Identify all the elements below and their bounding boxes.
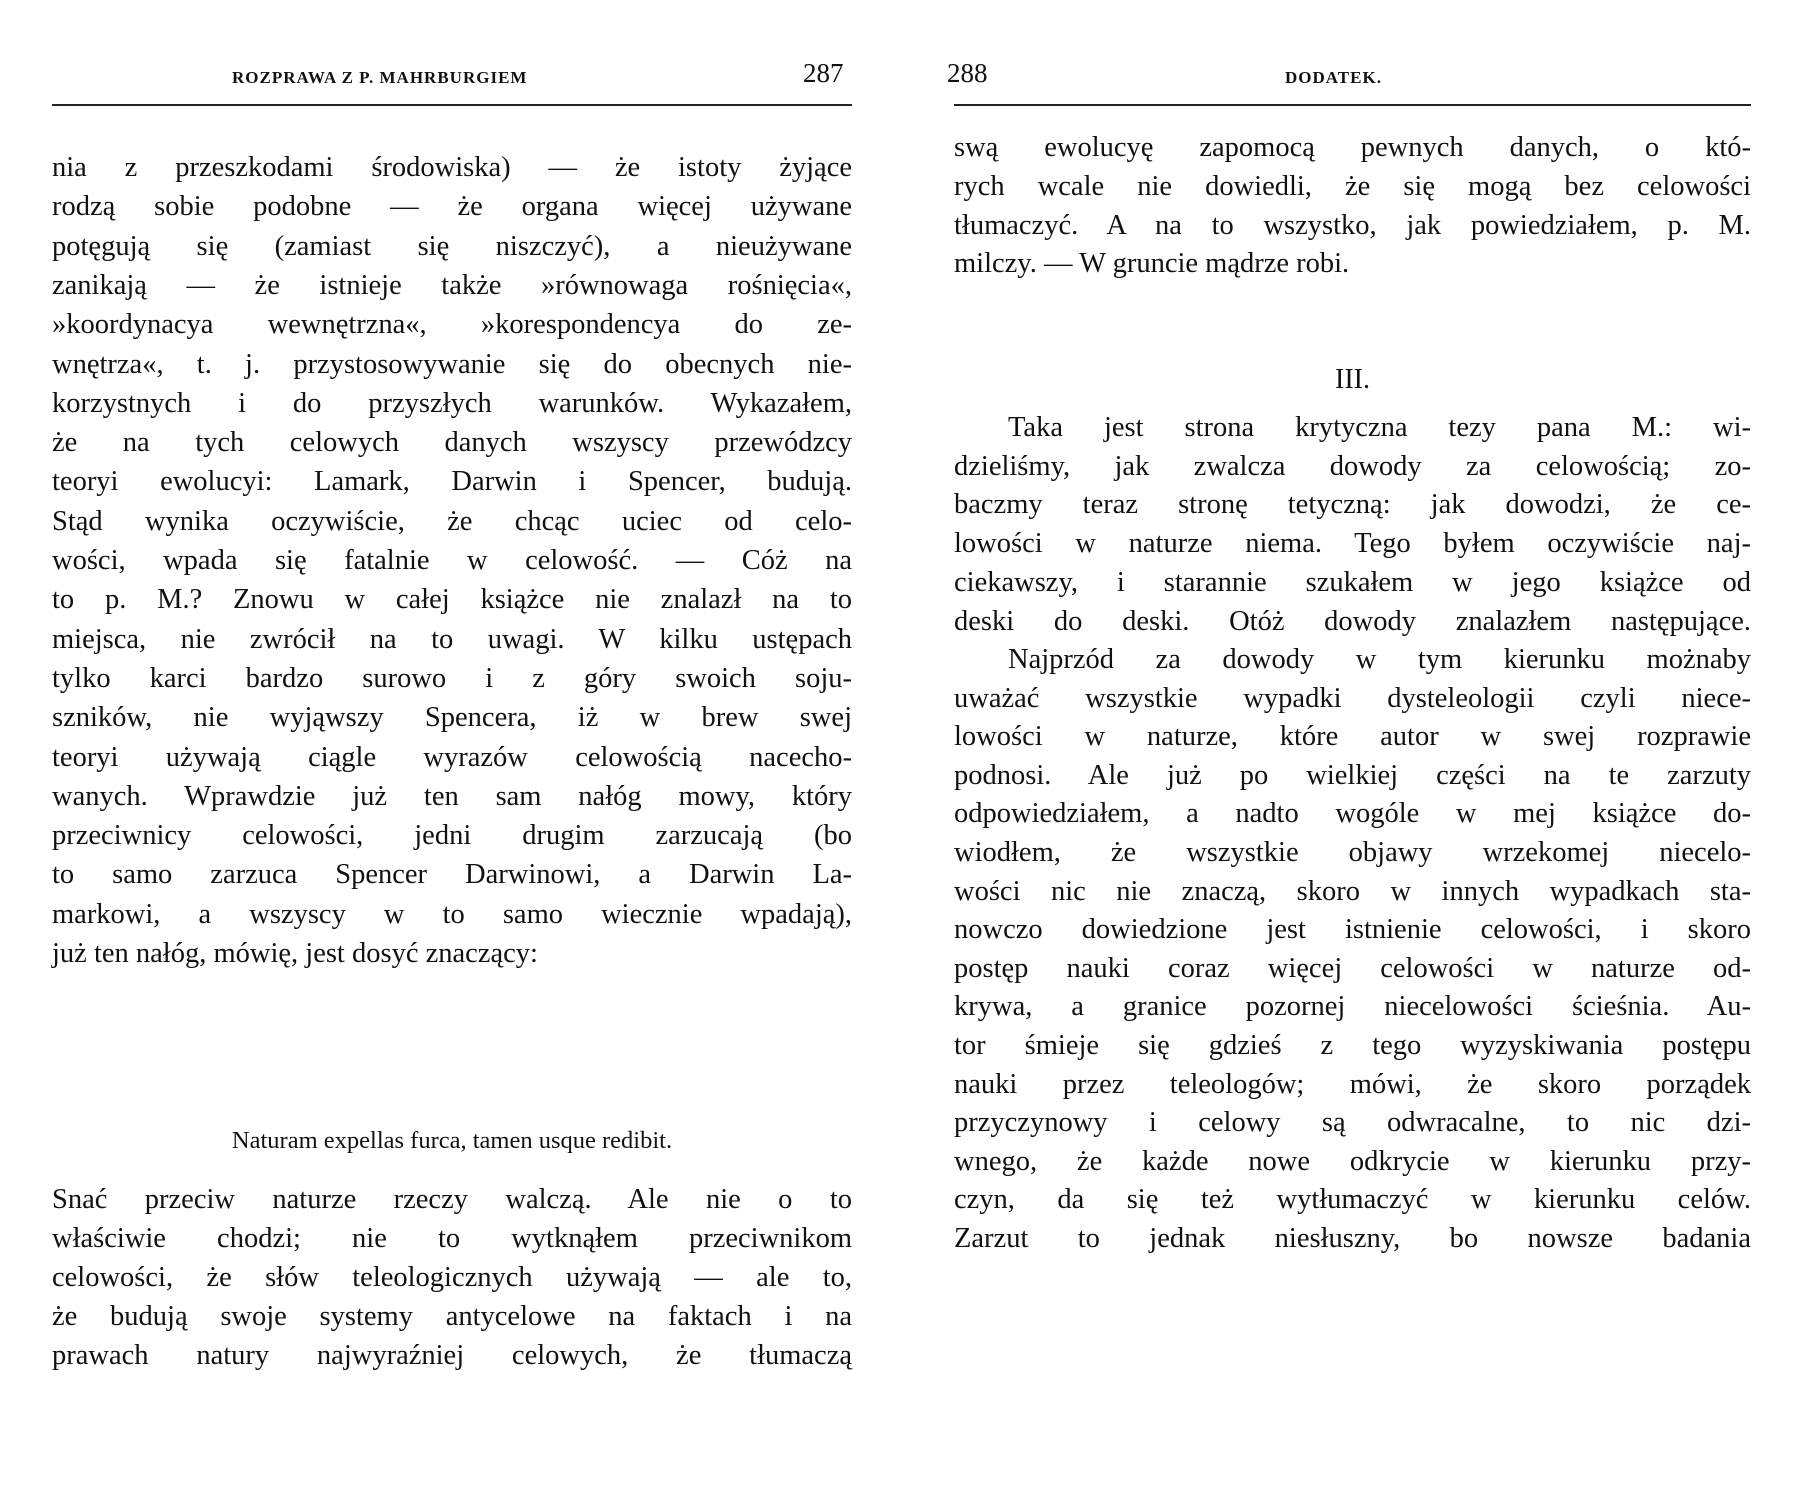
text-line: uważać wszystkie wypadki dysteleologii czyli niece-: [954, 682, 1751, 714]
text-line: tłumaczyć. A na to wszystko, jak powiedziałem, p. M.: [954, 209, 1751, 241]
left-running-title: ROZPRAWA Z P. MAHRBURGIEM: [232, 68, 528, 87]
text-line: że na tych celowych danych wszyscy przewódzcy: [52, 427, 852, 459]
text-line: przyczynowy i celowy są odwracalne, to nic dzi-: [954, 1107, 1751, 1139]
left-page-number: 287: [803, 58, 844, 88]
text-line: krywa, a granice pozornej niecelowości ścieśnia. Au-: [954, 991, 1751, 1023]
text-line: wiodłem, że wszystkie objawy wrzekomej niecelo-: [954, 837, 1751, 868]
text-line: Zarzut to jednak niesłuszny, bo nowsze badania: [954, 1223, 1751, 1254]
text-line: tylko karci bardzo surowo i z góry swoich soju-: [52, 662, 852, 694]
text-line: potęgują się (zamiast się niszczyć), a nieużywane: [52, 230, 852, 262]
text-line: lowości w naturze, które autor w swej rozprawie: [954, 721, 1751, 753]
text-line: to p. M.? Znowu w całej książce nie znalazł na to: [52, 584, 852, 616]
text-line: właściwie chodzi; nie to wytknąłem przeciwnikom: [52, 1223, 852, 1254]
text-line: Snać przeciw naturze rzeczy walczą. Ale nie o to: [52, 1184, 852, 1215]
right-page-number: 288: [947, 58, 988, 88]
left-running-head: [0, 58, 897, 88]
text-line: celowości, że słów teleologicznych używają — ale to,: [52, 1262, 852, 1293]
text-line: szników, nie wyjąwszy Spencera, iż w brew swej: [52, 702, 852, 734]
text-line: wnego, że każde nowe odkrycie w kierunku przy-: [954, 1145, 1751, 1177]
text-line: prawach natury najwyraźniej celowych, że tłumaczą: [52, 1340, 852, 1371]
text-line: podnosi. Ale już po wielkiej części na te zarzuty: [954, 759, 1751, 791]
text-line: teoryi używają ciągle wyrazów celowością nacecho-: [52, 741, 852, 773]
text-line: swą ewolucyę zapomocą pewnych danych, o któ-: [954, 132, 1751, 163]
text-line: miejsca, nie zwrócił na to uwagi. W kilku ustępach: [52, 623, 852, 655]
text-line: dzieliśmy, jak zwalcza dowody za celowością; zo-: [954, 450, 1751, 482]
text-line: już ten nałóg, mówię, jest dosyć znaczący:: [52, 938, 538, 969]
text-line: nia z przeszkodami środowiska) — że istoty żyjące: [52, 152, 852, 183]
text-line: przeciwnicy celowości, jedni drugim zarzucają (bo: [52, 820, 852, 852]
text-line: teoryi ewolucyi: Lamark, Darwin i Spencer, budują.: [52, 466, 852, 498]
text-line: nowczo dowiedzione jest istnienie celowości, i skoro: [954, 914, 1751, 946]
text-line: postęp nauki coraz więcej celowości w naturze od-: [954, 952, 1751, 984]
text-line: zanikają — że istnieje także »równowaga rośnięcia«,: [52, 269, 852, 301]
text-line: »koordynacya wewnętrzna«, »korespondencya do ze-: [52, 309, 852, 341]
text-line: ciekawszy, i starannie szukałem w jego książce od: [954, 566, 1751, 598]
text-line: markowi, a wszyscy w to samo wiecznie wpadają),: [52, 898, 852, 930]
text-line: czyn, da się też wytłumaczyć w kierunku celów.: [954, 1184, 1751, 1216]
text-line: odpowiedziałem, a nadto wogóle w mej książce do-: [954, 798, 1751, 830]
text-line: rych wcale nie dowiedli, że się mogą bez celowości: [954, 170, 1751, 202]
text-line: rodzą sobie podobne — że organa więcej używane: [52, 191, 852, 223]
text-line: Stąd wynika oczywiście, że chcąc uciec od celo-: [52, 505, 852, 537]
latin-quote: Naturam expellas furca, tamen usque redibit.: [231, 1127, 673, 1154]
right-header-rule: [954, 104, 1751, 106]
right-page: [897, 0, 1794, 1500]
text-line: to samo zarzuca Spencer Darwinowi, a Darwin La-: [52, 859, 852, 891]
text-line: lowości w naturze niema. Tego byłem oczywiście naj-: [954, 528, 1751, 560]
text-line: że budują swoje systemy antycelowe na faktach i na: [52, 1301, 852, 1332]
text-line: nauki przez teleologów; mówi, że skoro porządek: [954, 1068, 1751, 1100]
right-running-title: DODATEK.: [1285, 68, 1382, 87]
text-line: milczy. — W gruncie mądrze robi.: [954, 248, 1350, 280]
text-line: wości, wpada się fatalnie w celowość. — Cóż na: [52, 545, 852, 576]
section-heading: III.: [1335, 364, 1370, 395]
text-line: baczmy teraz stronę tetyczną: jak dowodzi, że ce-: [954, 489, 1751, 521]
text-line: deski do deski. Otóż dowody znalazłem następujące.: [954, 605, 1751, 637]
text-line: Taka jest strona krytyczna tezy pana M.: wi-: [1008, 412, 1751, 443]
text-line: wanych. Wprawdzie już ten sam nałóg mowy, który: [52, 780, 852, 812]
text-line: tor śmieje się gdzieś z tego wyzyskiwania postępu: [954, 1030, 1751, 1061]
right-running-head: [897, 58, 1794, 88]
text-line: wnętrza«, t. j. przystosowywanie się do obecnych nie-: [52, 348, 852, 380]
left-header-rule: [52, 104, 852, 106]
text-line: korzystnych i do przyszłych warunków. Wykazałem,: [52, 387, 852, 419]
text-line: wości nic nie znaczą, skoro w innych wypadkach sta-: [954, 875, 1751, 907]
text-line: Najprzód za dowody w tym kierunku możnaby: [1008, 644, 1751, 675]
